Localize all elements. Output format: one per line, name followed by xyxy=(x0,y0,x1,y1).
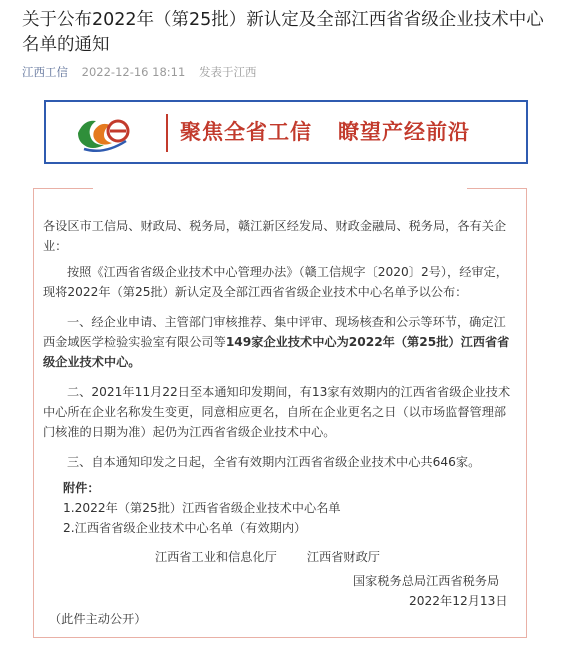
banner-slogan xyxy=(180,116,470,148)
article-title: 关于公布2022年（第25批）新认定及全部江西省省级企业技术中心名单的通知 xyxy=(22,10,544,55)
publish-location: 发表于江西 xyxy=(198,65,257,79)
signers-row xyxy=(155,548,380,565)
publicity-note: （此件主动公开） xyxy=(49,612,147,626)
slogan-part-2: 瞭望产经前沿 xyxy=(338,120,470,144)
paragraph-2 xyxy=(43,312,513,372)
account-link[interactable]: 江西工信 xyxy=(22,65,68,79)
paragraph-4: 三、自本通知印发之日起，全省有效期内江西省省级企业技术中心共646家。 xyxy=(67,455,481,469)
document-body xyxy=(43,216,513,472)
banner-divider xyxy=(166,114,168,152)
publish-date: 2022-12-16 18:11 xyxy=(81,65,186,79)
paragraph-1: 按照《江西省省级企业技术中心管理办法》（赣工信规字〔2020〕2号），经审定，现将2022年（第25批）新认定及全部江西省省级企业技术中心名单予以公布： xyxy=(43,265,508,299)
article-meta xyxy=(22,64,256,80)
recipients: 各设区市工信局、财政局、税务局，赣江新区经发局、财政金融局、税务局，各有关企业： xyxy=(43,219,507,253)
jiangxi-gongxin-logo-icon xyxy=(74,111,134,155)
signer-tax-bureau: 国家税务总局江西省税务局 xyxy=(353,574,500,588)
frame-corner-right xyxy=(467,188,527,189)
annex-item-2: 2.江西省省级企业技术中心名单（有效期内） xyxy=(63,521,307,535)
paragraph-2-bold: 149家企业技术中心为2022年（第25批）江西省省级企业技术中心。 xyxy=(43,335,510,369)
annex-list xyxy=(63,478,341,538)
paragraph-2-text: 一、经企业申请、主管部门审核推荐、集中评审、现场核查和公示等环节，确定江西金域医学检验实验室有限公司等 xyxy=(43,315,506,349)
signer-finance-dept: 江西省财政厅 xyxy=(306,550,380,564)
signer-industry-dept: 江西省工业和信息化厅 xyxy=(155,550,277,564)
slogan-part-1: 聚焦全省工信 xyxy=(180,120,312,144)
annex-label: 附件： xyxy=(63,481,100,495)
sign-date: 2022年12月13日 xyxy=(409,594,508,608)
paragraph-3: 二、2021年11月22日至本通知印发期间，有13家有效期内的江西省省级企业技术中心所在企业名称发生变更，同意相应更名，自所在企业更名之日（以市场监督管理部门核准的日期为准）起仍为江西省省级企业技术中心。 xyxy=(43,385,511,439)
frame-corner-left xyxy=(33,188,93,189)
annex-item-1: 1.2022年（第25批）江西省省级企业技术中心名单 xyxy=(63,501,341,515)
header-banner xyxy=(44,100,528,164)
